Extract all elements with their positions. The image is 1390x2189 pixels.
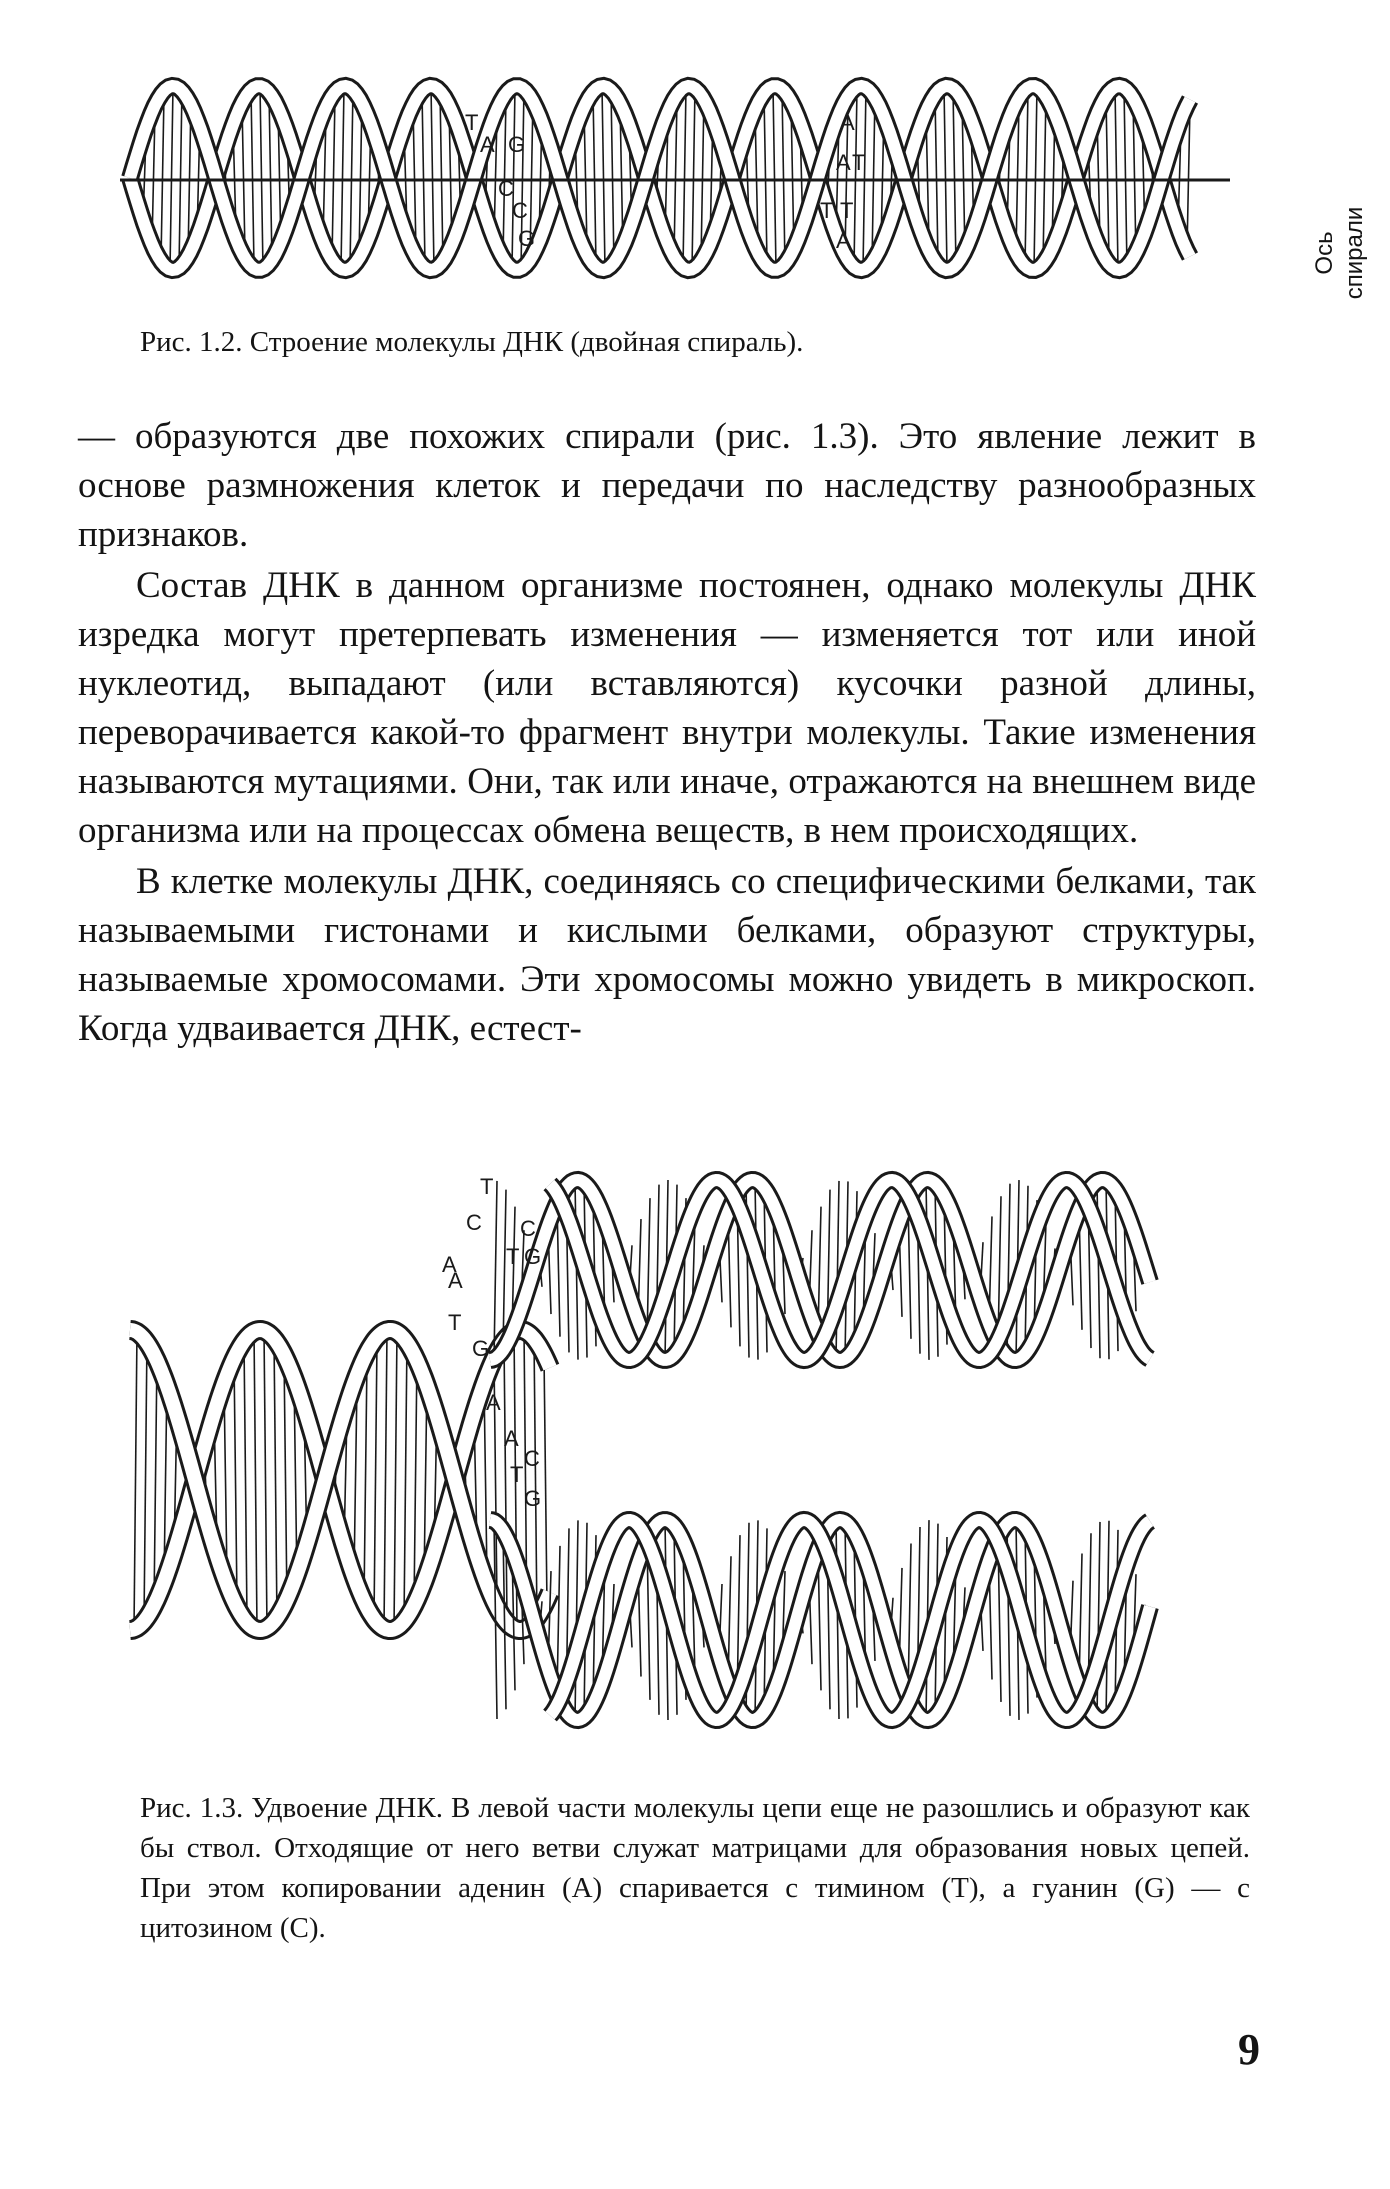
base-pair-line xyxy=(161,95,164,262)
base-pair-line xyxy=(264,1331,267,1630)
axis-label xyxy=(1270,178,1390,328)
axis-label-line2: спирали xyxy=(1341,206,1368,300)
base-pair-line xyxy=(274,1339,277,1622)
figure-1-3-caption-block xyxy=(140,1788,1250,1948)
paragraph-1: — образуются две похожих спирали (рис. 1.3). Это явление лежит в основе размножения клеток и передачи по наследству разнообразных признаков. xyxy=(78,416,1256,555)
base-pair-line xyxy=(494,1181,497,1359)
base-pair-line xyxy=(602,86,605,270)
base-pair-line xyxy=(1043,92,1046,264)
base-pair-line xyxy=(544,1355,547,1606)
base-pair-line xyxy=(1025,90,1028,266)
figure-1-3-caption: Рис. 1.3. Удвоение ДНК. В левой части молекулы цепи еще не разошлись и образуют как бы ствол. Отходящие от него ветви служат матрицами для образования новых цепей. При этом копировании аденин (A) спаривается с тимином (T), а гуанин (G) — с цитозином (C). xyxy=(140,1792,1250,1944)
base-pair-line xyxy=(1106,96,1109,260)
base-pair-line xyxy=(170,87,173,270)
base-pair-line xyxy=(341,87,344,269)
base-pair-line xyxy=(773,86,776,270)
base-label: A xyxy=(840,110,855,135)
figure-1-2-caption: Рис. 1.2. Строение молекулы ДНК (двойная спираль). xyxy=(140,326,804,358)
helix-drawing xyxy=(120,78,1230,290)
base-pair-line xyxy=(242,103,245,253)
base-pair-line xyxy=(284,1355,287,1606)
base-pair-line xyxy=(782,89,785,267)
base-pair-line xyxy=(935,95,938,262)
base-pair-line xyxy=(1016,103,1019,253)
base-label: G xyxy=(518,226,536,251)
base-pair-line xyxy=(350,88,353,269)
base-pair-line xyxy=(244,1341,247,1619)
base-pair-line xyxy=(683,88,686,268)
base-label: T xyxy=(820,198,834,223)
base-pair-line xyxy=(414,1355,417,1606)
base-pair-line xyxy=(764,93,767,262)
base-label: C xyxy=(466,1210,482,1235)
base-pair-line xyxy=(179,88,182,268)
base-label: A xyxy=(836,150,851,175)
base-pair-line xyxy=(872,93,875,262)
base-pair-line xyxy=(863,86,866,270)
base-pair-line xyxy=(1034,86,1037,270)
base-label: T xyxy=(465,110,479,135)
base-label: G xyxy=(524,1244,542,1269)
figure-dna-replication xyxy=(130,1160,1170,1760)
base-pair-line xyxy=(234,1359,237,1602)
base-label: T xyxy=(852,150,866,175)
base-label: G xyxy=(524,1486,542,1511)
base-label: A xyxy=(480,132,495,157)
base-label: A xyxy=(836,228,851,253)
base-pair-line xyxy=(944,87,947,270)
base-pair-line xyxy=(611,90,614,266)
base-label: A xyxy=(442,1252,457,1277)
base-pair-line xyxy=(384,1332,387,1629)
replication-drawing xyxy=(130,1160,1170,1760)
body-text xyxy=(78,412,1256,1053)
base-pair-line xyxy=(364,1359,367,1602)
base-pair-line xyxy=(154,1355,157,1606)
base-pair-line xyxy=(1115,87,1118,269)
base-pair-line xyxy=(422,91,425,265)
base-pair-line xyxy=(254,1332,257,1629)
figure-dna-double-helix xyxy=(120,78,1368,300)
base-label: T xyxy=(448,1310,462,1335)
base-pair-line xyxy=(332,96,335,260)
base-label: C xyxy=(520,1216,536,1241)
base-pair-line xyxy=(431,86,434,270)
base-label: T xyxy=(506,1244,520,1269)
base-label: A xyxy=(504,1426,519,1451)
base-pair-line xyxy=(692,87,695,270)
base-label: C xyxy=(512,198,528,223)
base-label: T xyxy=(840,198,854,223)
base-label: G xyxy=(472,1336,490,1361)
base-label: G xyxy=(508,132,526,157)
base-pair-line xyxy=(394,1331,397,1630)
axis-label-line1: Ось xyxy=(1311,231,1338,275)
base-pair-line xyxy=(144,1339,147,1622)
base-pair-line xyxy=(260,86,263,270)
paragraph-2: Состав ДНК в данном организме постоянен, однако молекулы ДНК изредка могут претерпевать изменения — изменяется тот или иной нуклеотид, выпадают (или вставляются) кусочки разной длины, переворачивается какой-то фрагмент внутри молекулы. Такие изменения называются мутациями. Они, так или иначе, отражаются на внешнем виде организма или на процессах обмена веществ, в нем происходящих. xyxy=(78,565,1256,851)
base-pair-line xyxy=(534,1339,537,1622)
base-pair-line xyxy=(251,90,254,266)
base-pair-line xyxy=(440,91,443,265)
base-label: A xyxy=(486,1390,501,1415)
paragraph-3: В клетке молекулы ДНК, соединяясь со специфическими белками, так называемыми гистонами и кислыми белками, образуют структуры, называемые хромосомами. Эти хромосомы можно увидеть в микроскоп. Когда удваивается ДНК, естест- xyxy=(78,861,1256,1049)
base-label: A xyxy=(448,1268,463,1293)
base-label: C xyxy=(524,1446,540,1471)
base-pair-line xyxy=(1124,88,1127,269)
page-number: 9 xyxy=(1238,2025,1260,2074)
base-label: T xyxy=(510,1462,524,1487)
base-pair-line xyxy=(269,92,272,264)
base-pair-line xyxy=(404,1339,407,1622)
base-pair-line xyxy=(674,99,677,256)
base-pair-line xyxy=(593,92,596,264)
base-label: T xyxy=(480,1174,494,1199)
base-pair-line xyxy=(953,88,956,268)
base-pair-line xyxy=(134,1331,137,1630)
base-label: C xyxy=(498,176,514,201)
base-pair-line xyxy=(374,1341,377,1619)
